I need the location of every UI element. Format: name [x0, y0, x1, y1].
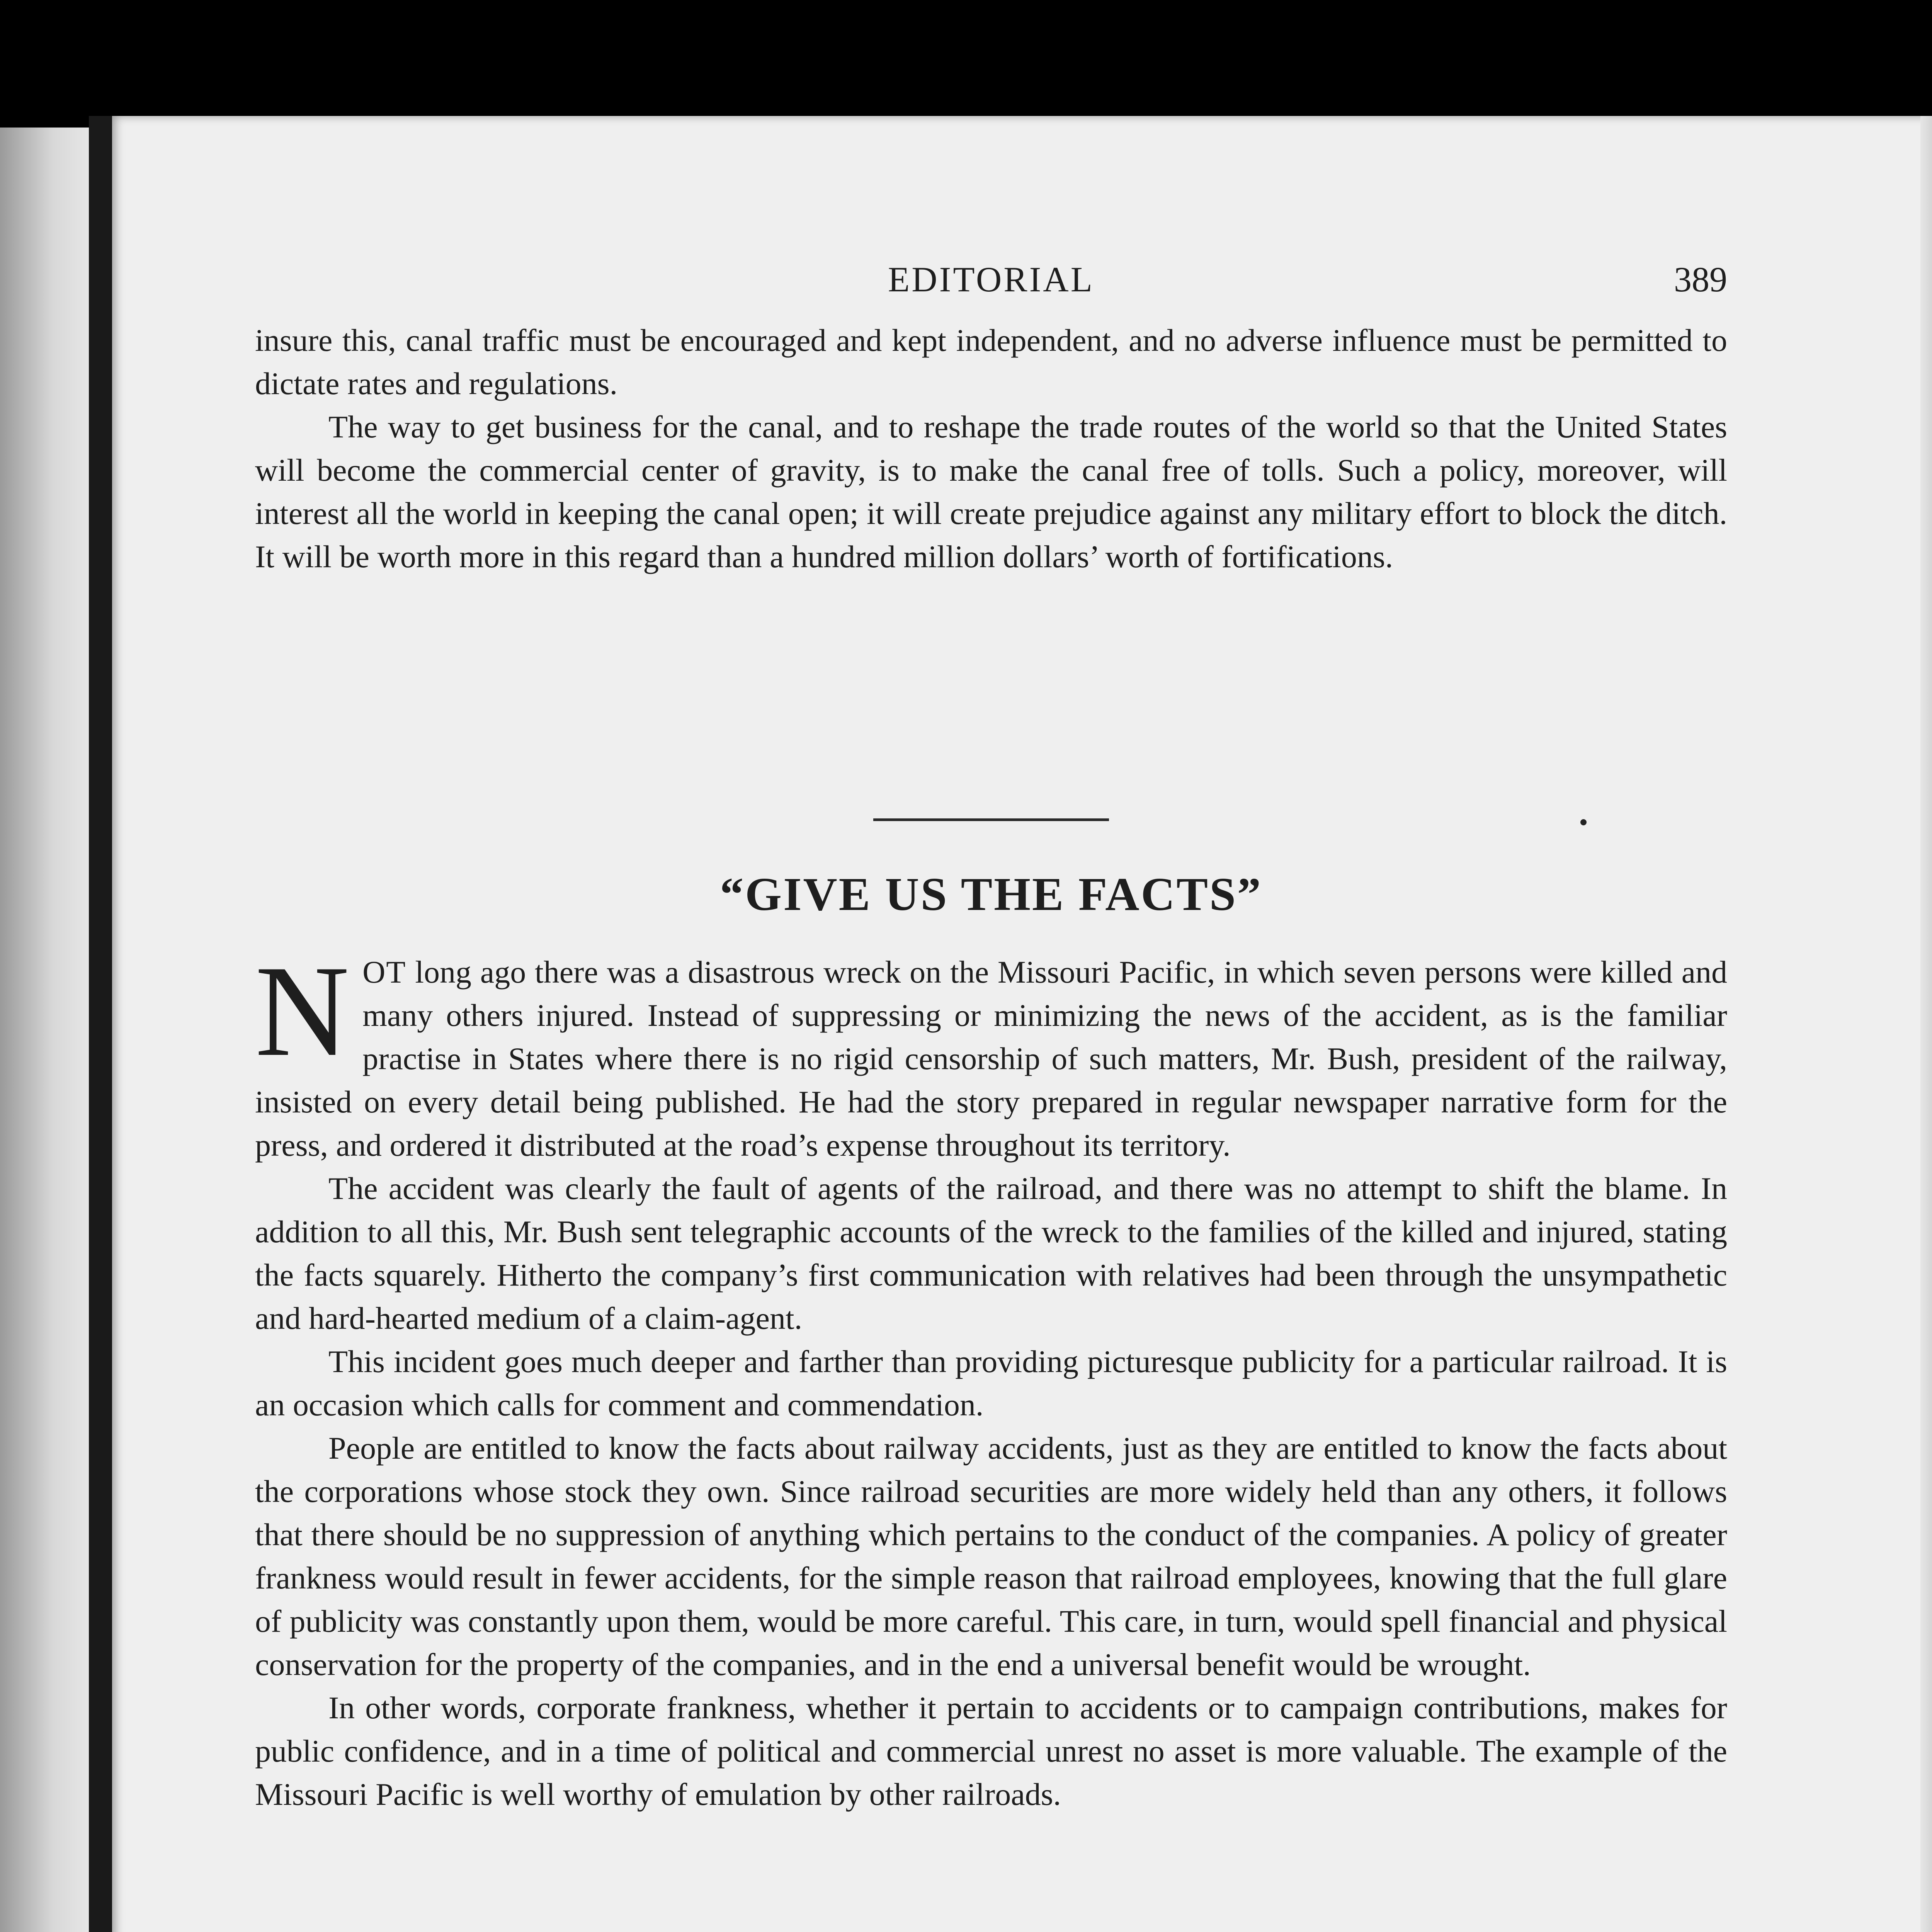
page-number: 389 [1674, 260, 1727, 299]
running-head [255, 259, 1727, 309]
article-body-facts [255, 939, 1727, 1816]
running-title: EDITORIAL [888, 260, 1094, 299]
ink-speck [1580, 819, 1587, 825]
paragraph: The way to get business for the canal, and to reshape the trade routes of the world so that the United States will become the commercial center of gravity, is to make the canal free of tolls. Such a policy, moreover, will interest all the world in keeping the canal open; it will create prejudice against any military effort to block the ditch. It will be worth more in this regard than a hundred million dollars’ worth of fortifications. [255, 409, 1727, 574]
lead-text: long ago there was a disastrous wreck on the Missouri Pacific, in which seven persons were killed and many others injured. Instead of suppressing or minimizing the news of the accident, as is the familiar practise in States where there is no rigid censorship of such matters, Mr. Bush, president of the railway, insisted on every detail being published. He had the story prepared in regular newspaper narrative form for the press, and ordered it distributed at the road’s expense throughout its territory. [255, 954, 1727, 1163]
lead-small-caps: OT [362, 954, 406, 990]
paragraph: People are entitled to know the facts about railway accidents, just as they are entitled to know the facts about the corporations whose stock they own. Since railroad securities are more widely held than any others, it follows that there should be no suppression of anything which pertains to the conduct of the companies. A policy of greater frankness would result in fewer accidents, for the simple reason that railroad employees, knowing that the full glare of publicity was constantly upon them, would be more careful. This care, in turn, would spell financial and physical conservation for the property of the companies, and in the end a universal benefit would be wrought. [255, 1430, 1727, 1682]
book-spine [89, 116, 112, 1932]
paragraph: This incident goes much deeper and farther than providing picturesque publicity for a particular railroad. It is an occasion which calls for comment and commendation. [255, 1344, 1727, 1422]
page-edge [1920, 116, 1932, 1932]
section-divider [873, 818, 1109, 821]
continued-text [255, 319, 1727, 578]
left-page-edge [0, 128, 89, 1932]
scanned-page [112, 116, 1932, 1932]
paragraph: The accident was clearly the fault of agents of the railroad, and there was no attempt to shift the blame. In addition to all this, Mr. Bush sent telegraphic accounts of the wreck to the families of the killed and injured, stating the facts squarely. Hitherto the company’s first communication with relatives had been through the unsympathetic and hard-hearted medium of a claim-agent. [255, 1171, 1727, 1336]
article-heading-facts: “GIVE US THE FACTS” [720, 868, 1262, 920]
paragraph: In other words, corporate frankness, whether it pertain to accidents or to campaign contributions, makes for public confidence, and in a time of political and commercial unrest no asset is more valuable. The example of the Missouri Pacific is well worthy of emulation by other railroads. [255, 1690, 1727, 1812]
lead-paragraph [255, 939, 1727, 1167]
paragraph: insure this, canal traffic must be encouraged and kept independent, and no adverse influence must be permitted to dictate rates and regulations. [255, 323, 1727, 401]
drop-cap: N [255, 939, 350, 1083]
